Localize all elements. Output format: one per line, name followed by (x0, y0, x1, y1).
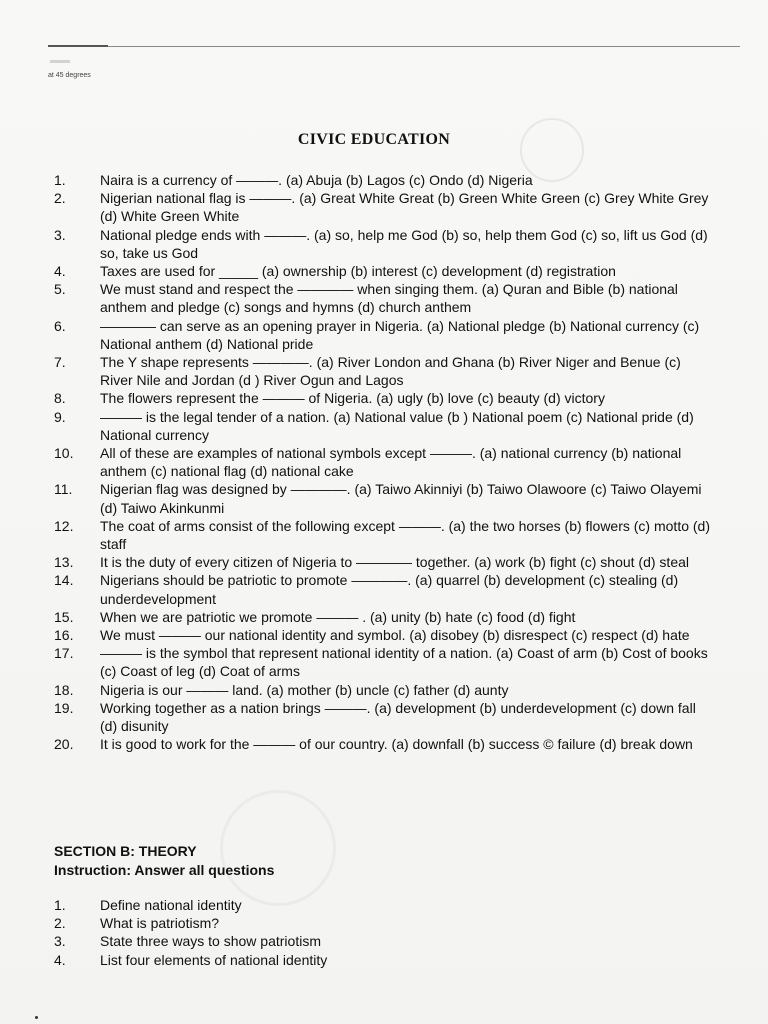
theory-number: 3. (54, 933, 66, 950)
question-item (54, 681, 714, 699)
question-number: 19. (54, 699, 74, 716)
theory-text: Define national identity (100, 897, 242, 913)
question-number: 4. (54, 263, 66, 280)
objective-questions (54, 171, 714, 754)
question-item (54, 644, 714, 680)
question-text: All of these are examples of national symbols except ———. (a) national currency (b) national anthem (c) national flag (d) national cake (100, 445, 682, 480)
question-text: It is good to work for the ——— of our country. (a) downfall (b) success © failure (d) break down (100, 736, 693, 753)
theory-number: 4. (54, 951, 66, 968)
theory-text: List four elements of national identity (100, 951, 328, 968)
theory-questions (54, 896, 714, 969)
theory-text: What is patriotism? (100, 915, 220, 932)
theory-number: 2. (54, 915, 66, 932)
question-item (54, 389, 714, 407)
question-number: 12. (54, 517, 74, 534)
question-number: 3. (54, 226, 66, 243)
header-smudge (50, 60, 70, 63)
question-text: National pledge ends with ———. (a) so, help me God (b) so, help them God (c) so, lift us God (d) so, take us God (100, 226, 708, 261)
page-title: CIVIC EDUCATION (297, 131, 451, 148)
question-text: It is the duty of every citizen of Nigeria to ———— together. (a) work (b) fight (c) shout (d) steal (100, 554, 689, 571)
theory-item (54, 896, 714, 914)
question-item (54, 517, 714, 553)
question-item (54, 317, 714, 353)
question-number: 13. (54, 554, 74, 571)
question-text: Taxes are used for _____ (a) ownership (b) interest (c) development (d) registration (100, 263, 616, 280)
question-item (54, 408, 714, 444)
section-b-header (54, 842, 714, 879)
question-text: Nigerians should be patriotic to promote ————. (a) quarrel (b) development (c) stealing (d) underdevelopment (100, 572, 679, 607)
question-text: When we are patriotic we promote ——— . (a) unity (b) hate (c) food (d) fight (100, 608, 576, 625)
question-number: 16. (54, 627, 74, 644)
question-item (54, 353, 714, 389)
question-item (54, 226, 714, 262)
question-text: The coat of arms consist of the following except ———. (a) the two horses (b) flowers (c) motto (d) staff (100, 517, 710, 553)
question-number: 20. (54, 736, 74, 753)
header-fragment: at 45 degrees (48, 72, 91, 79)
question-item (54, 262, 714, 280)
question-text: We must stand and respect the ———— when singing them. (a) Quran and Bible (b) national anthem and pledge (c) songs and hymns (d) church anthem (100, 281, 678, 316)
question-text: Nigeria is our ——— land. (a) mother (b) uncle (c) father (d) aunty (100, 681, 509, 698)
theory-item (54, 914, 714, 932)
question-text: Working together as a nation brings ———. (a) development (b) underdevelopment (c) down fall (d) disunity (100, 699, 696, 735)
question-text: We must ——— our national identity and symbol. (a) disobey (b) disrespect (c) respect (d) hate (100, 627, 690, 644)
question-text: The Y shape represents ————. (a) River London and Ghana (b) River Niger and Benue (c) River Nile and Jordan (d ) River Ogun and Lagos (100, 354, 681, 389)
question-item (54, 480, 714, 516)
question-item (54, 171, 714, 189)
question-number: 2. (54, 190, 66, 207)
question-item (54, 571, 714, 607)
question-text: ——— is the legal tender of a nation. (a) National value (b ) National poem (c) National pride (d) National currency (100, 408, 694, 443)
question-number: 8. (54, 390, 66, 407)
theory-item (54, 951, 714, 969)
question-item (54, 553, 714, 571)
question-number: 14. (54, 572, 74, 589)
question-item (54, 280, 714, 316)
top-rule-accent (48, 45, 108, 47)
question-number: 11. (54, 481, 73, 498)
theory-text: State three ways to show patriotism (100, 933, 321, 950)
question-number: 7. (54, 354, 66, 371)
question-text: Naira is a currency of ———. (a) Abuja (b) Lagos (c) Ondo (d) Nigeria (100, 172, 533, 188)
scan-mark (35, 1016, 38, 1019)
question-number: 10. (54, 445, 74, 462)
section-title: SECTION B: THEORY (54, 843, 197, 859)
question-item (54, 735, 714, 753)
question-number: 15. (54, 608, 74, 625)
question-number: 1. (54, 172, 66, 188)
section-instruction: Instruction: Answer all questions (54, 861, 275, 878)
question-text: ———— can serve as an opening prayer in Nigeria. (a) National pledge (b) National currency (c) National anthem (d) National pride (100, 317, 700, 352)
question-item (54, 699, 714, 735)
question-text: Nigerian flag was designed by ————. (a) Taiwo Akinniyi (b) Taiwo Olawoore (c) Taiwo Olayemi (d) Taiwo Akinkunmi (100, 481, 702, 516)
top-rule (50, 46, 740, 47)
question-item (54, 608, 714, 626)
question-number: 17. (54, 645, 74, 662)
question-number: 18. (54, 681, 74, 698)
question-number: 6. (54, 317, 66, 334)
theory-number: 1. (54, 897, 66, 913)
question-text: ——— is the symbol that represent national identity of a nation. (a) Coast of arm (b) Cost of books (c) Coast of leg (d) Coat of arms (100, 645, 708, 680)
question-item (54, 444, 714, 480)
question-text: The flowers represent the ——— of Nigeria. (a) ugly (b) love (c) beauty (d) victory (100, 390, 605, 407)
question-number: 5. (54, 281, 66, 298)
question-item (54, 626, 714, 644)
question-text: Nigerian national flag is ———. (a) Great White Great (b) Green White Green (c) Grey White Grey (d) White Green White (100, 190, 709, 225)
theory-item (54, 932, 714, 950)
question-item (54, 189, 714, 225)
question-number: 9. (54, 408, 66, 425)
